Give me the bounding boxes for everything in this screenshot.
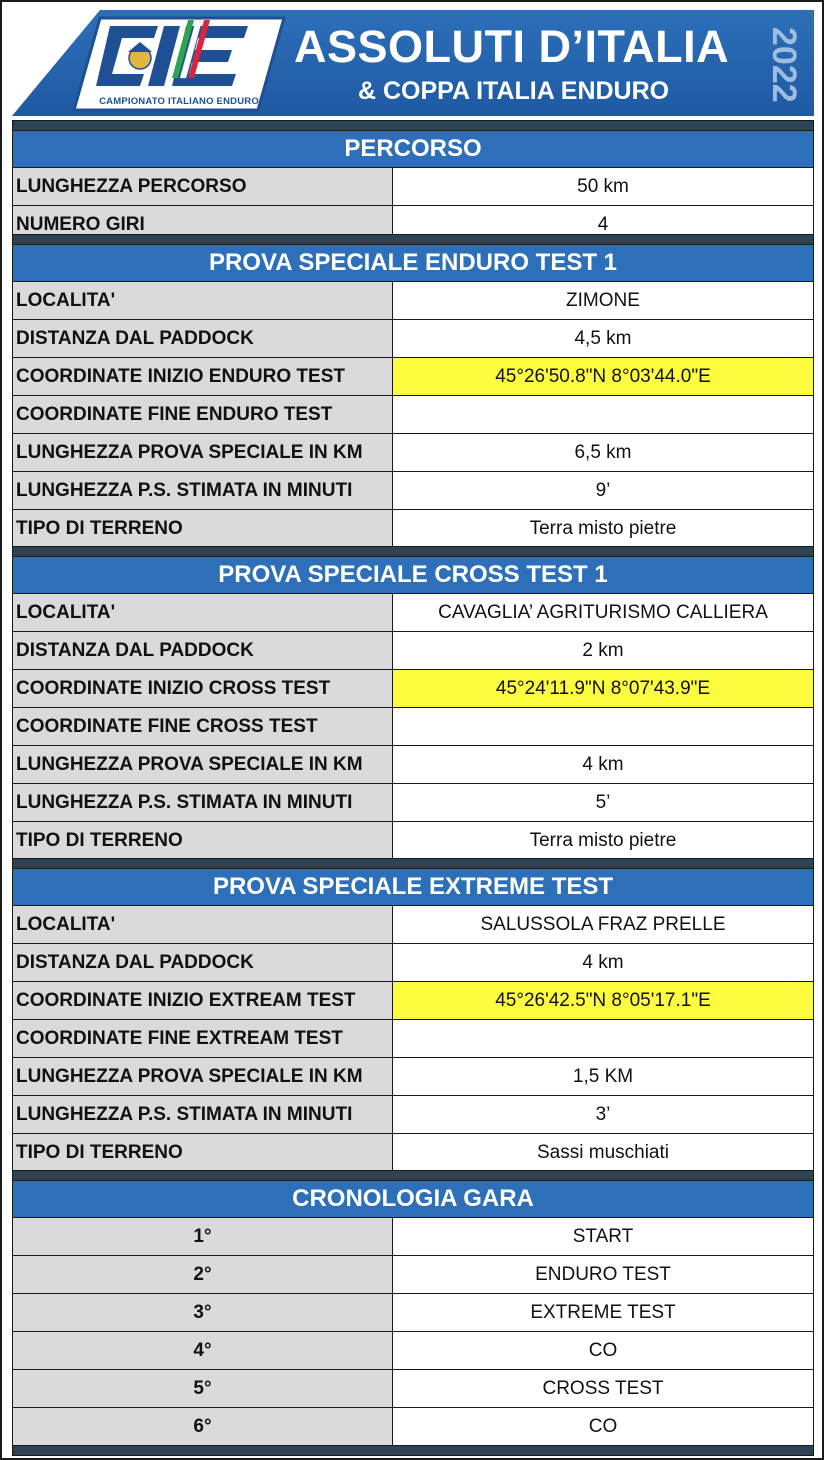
coordinates-value: 45°26'50.8"N 8°03'44.0"E: [393, 358, 813, 395]
table-row: [13, 282, 813, 320]
page-subtitle: & COPPA ITALIA ENDURO: [358, 77, 670, 105]
section-title: CRONOLOGIA GARA: [13, 1181, 813, 1218]
row-value: 4 km: [393, 746, 813, 783]
row-value: Sassi muschiati: [393, 1134, 813, 1171]
table-row: [13, 708, 813, 746]
section-enduro-test: [12, 234, 814, 548]
row-label: COORDINATE INIZIO CROSS TEST: [13, 670, 393, 707]
section-separator: [13, 1446, 813, 1455]
row-label: LUNGHEZZA P.S. STIMATA IN MINUTI: [13, 784, 393, 821]
row-value: [393, 396, 813, 433]
row-label: 6°: [13, 1408, 393, 1445]
table-row: [13, 510, 813, 547]
section-separator: [13, 547, 813, 557]
table-row: [13, 906, 813, 944]
page-title: ASSOLUTI D’ITALIA: [294, 21, 730, 72]
row-value: 5’: [393, 784, 813, 821]
table-row: [13, 746, 813, 784]
header-banner: [12, 10, 814, 116]
row-label: DISTANZA DAL PADDOCK: [13, 632, 393, 669]
row-label: COORDINATE FINE ENDURO TEST: [13, 396, 393, 433]
table-row: [13, 1294, 813, 1332]
row-value: 4 km: [393, 944, 813, 981]
row-label: LUNGHEZZA PROVA SPECIALE IN KM: [13, 434, 393, 471]
row-value: CO: [393, 1408, 813, 1445]
row-value: 9’: [393, 472, 813, 509]
row-label: 3°: [13, 1294, 393, 1331]
table-row: [13, 1058, 813, 1096]
row-label: TIPO DI TERRENO: [13, 1134, 393, 1171]
row-value: SALUSSOLA FRAZ PRELLE: [393, 906, 813, 943]
row-label: 4°: [13, 1332, 393, 1369]
table-row: [13, 1332, 813, 1370]
row-value: 1,5 KM: [393, 1058, 813, 1095]
row-value: 50 km: [393, 168, 813, 205]
row-label: 5°: [13, 1370, 393, 1407]
table-row: [13, 594, 813, 632]
row-value: Terra misto pietre: [393, 510, 813, 547]
row-value: Terra misto pietre: [393, 822, 813, 859]
row-value: 4: [393, 206, 813, 243]
section-separator: [13, 235, 813, 245]
row-label: DISTANZA DAL PADDOCK: [13, 320, 393, 357]
row-label: COORDINATE INIZIO ENDURO TEST: [13, 358, 393, 395]
row-value: 4,5 km: [393, 320, 813, 357]
coordinates-value: 45°26'42.5"N 8°05'17.1"E: [393, 982, 813, 1019]
table-row: [13, 1218, 813, 1256]
row-value: 6,5 km: [393, 434, 813, 471]
section-cross-test: [12, 546, 814, 860]
section-cronologia-gara: [12, 1170, 814, 1456]
row-label: NUMERO GIRI: [13, 206, 393, 243]
row-value: ENDURO TEST: [393, 1256, 813, 1293]
row-label: COORDINATE INIZIO EXTREAM TEST: [13, 982, 393, 1019]
row-value: 2 km: [393, 632, 813, 669]
table-row: [13, 1134, 813, 1171]
section-title: PROVA SPECIALE CROSS TEST 1: [13, 557, 813, 594]
row-label: LOCALITA': [13, 594, 393, 631]
section-title: PROVA SPECIALE EXTREME TEST: [13, 869, 813, 906]
table-row: [13, 434, 813, 472]
table-row: [13, 472, 813, 510]
row-value: EXTREME TEST: [393, 1294, 813, 1331]
row-label: COORDINATE FINE EXTREAM TEST: [13, 1020, 393, 1057]
table-row: [13, 320, 813, 358]
row-value: [393, 708, 813, 745]
section-separator: [13, 121, 813, 131]
section-title: PROVA SPECIALE ENDURO TEST 1: [13, 245, 813, 282]
row-value: CAVAGLIA’ AGRITURISMO CALLIERA: [393, 594, 813, 631]
table-row: [13, 1096, 813, 1134]
table-row: [13, 670, 813, 708]
row-label: LUNGHEZZA PROVA SPECIALE IN KM: [13, 1058, 393, 1095]
section-separator: [13, 859, 813, 869]
table-row: [13, 168, 813, 206]
row-label: LOCALITA': [13, 906, 393, 943]
row-label: 2°: [13, 1256, 393, 1293]
row-value: [393, 1020, 813, 1057]
row-value: ZIMONE: [393, 282, 813, 319]
table-row: [13, 358, 813, 396]
year-label: 2022: [765, 27, 803, 103]
row-label: 1°: [13, 1218, 393, 1255]
row-label: LOCALITA': [13, 282, 393, 319]
row-value: 3’: [393, 1096, 813, 1133]
table-row: [13, 1020, 813, 1058]
row-value: CROSS TEST: [393, 1370, 813, 1407]
row-value: CO: [393, 1332, 813, 1369]
row-label: LUNGHEZZA P.S. STIMATA IN MINUTI: [13, 1096, 393, 1133]
table-row: [13, 822, 813, 859]
section-separator: [13, 1171, 813, 1181]
table-row: [13, 1256, 813, 1294]
row-label: DISTANZA DAL PADDOCK: [13, 944, 393, 981]
section-percorso: [12, 120, 814, 244]
row-label: TIPO DI TERRENO: [13, 822, 393, 859]
row-label: TIPO DI TERRENO: [13, 510, 393, 547]
row-label: LUNGHEZZA PROVA SPECIALE IN KM: [13, 746, 393, 783]
table-row: [13, 784, 813, 822]
table-row: [13, 396, 813, 434]
table-row: [13, 1408, 813, 1446]
table-row: [13, 944, 813, 982]
section-title: PERCORSO: [13, 131, 813, 168]
table-row: [13, 632, 813, 670]
table-row: [13, 1370, 813, 1408]
row-label: LUNGHEZZA PERCORSO: [13, 168, 393, 205]
table-row: [13, 982, 813, 1020]
section-extreme-test: [12, 858, 814, 1172]
logo-caption: CAMPIONATO ITALIANO ENDURO: [99, 96, 259, 107]
row-value: START: [393, 1218, 813, 1255]
row-label: LUNGHEZZA P.S. STIMATA IN MINUTI: [13, 472, 393, 509]
coordinates-value: 45°24'11.9"N 8°07'43.9"E: [393, 670, 813, 707]
row-label: COORDINATE FINE CROSS TEST: [13, 708, 393, 745]
